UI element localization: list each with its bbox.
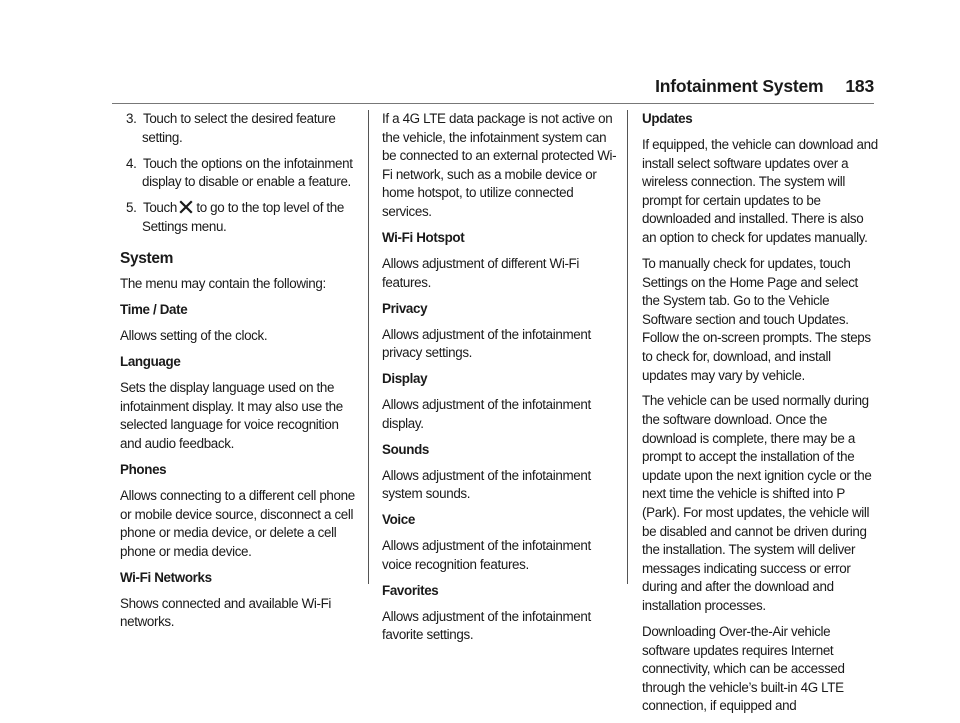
item-heading: Phones	[120, 462, 167, 478]
item-body: Allows adjustment of the infotainment favorite settings.	[382, 608, 591, 643]
item-body: Allows adjustment of different Wi-Fi features.	[382, 255, 580, 290]
step-prefix: Touch	[142, 200, 177, 216]
column-middle	[382, 110, 618, 652]
item-heading: Time / Date	[120, 302, 188, 318]
column-right	[642, 110, 878, 723]
item-heading: Wi-Fi Hotspot	[382, 229, 465, 245]
item-body: Allows adjustment of the infotainment system sounds.	[382, 467, 591, 502]
step-number: 4.	[126, 155, 137, 171]
item-heading: Sounds	[382, 441, 429, 457]
item-heading: Display	[382, 371, 428, 387]
item-body: Sets the display language used on the infotainment display. It may also use the selected language for voice recognition and audio feedback.	[120, 380, 343, 452]
paragraph: If equipped, the vehicle can download and install select software updates over a wireless connection. The system will prompt for certain updates to be downloaded and installed. There is also an option to check for updates manually.	[642, 136, 878, 245]
header-rule	[112, 103, 874, 104]
step-5	[120, 199, 356, 236]
item-body: Allows setting of the clock.	[120, 328, 268, 344]
item-body: Allows adjustment of the infotainment voice recognition features.	[382, 538, 591, 572]
item-body: Allows adjustment of the infotainment display.	[382, 397, 591, 431]
page-number: 183	[845, 76, 874, 96]
menu-intro: The menu may contain the following:	[120, 276, 326, 292]
step-3	[120, 110, 356, 147]
column-divider	[627, 110, 628, 584]
close-icon	[180, 201, 192, 213]
wifi-intro: If a 4G LTE data package is not active on the vehicle, the infotainment system can be connected to an external protected Wi-Fi network, such as a mobile device or home hotspot, to utilize connected services.	[382, 111, 617, 219]
item-heading: Wi-Fi Networks	[120, 569, 212, 585]
step-text: Touch to select the desired feature setting.	[142, 111, 336, 145]
item-heading: Language	[120, 354, 181, 370]
section-heading-system: System	[120, 250, 174, 268]
step-number: 3.	[126, 111, 137, 126]
updates-heading: Updates	[642, 111, 693, 126]
item-body: Allows connecting to a different cell phone or mobile device source, disconnect a cell phone or media device, or delete a cell phone or media device.	[120, 488, 355, 559]
paragraph: To manually check for updates, touch Settings on the Home Page and select the System tab. Go to the Vehicle Software section and touch Updates. Follow the on-screen prompts. The steps to check for, download, and install updates may vary by vehicle.	[642, 255, 871, 383]
step-suffix: to go to the top level of the Settings menu.	[142, 200, 345, 234]
item-heading: Privacy	[382, 300, 428, 316]
paragraph: The vehicle can be used normally during the software download. Once the download is complete, there may be a prompt to accept the installation of the update upon the next ignition cycle or the next time the vehicle is shifted into P (Park). For most updates, the vehicle will be disabled and cannot be driven during the installation. The system will deliver messages indicating success or error during and after the download and installation processes.	[642, 393, 872, 614]
page-header	[655, 76, 874, 97]
item-body: Allows adjustment of the infotainment privacy settings.	[382, 326, 591, 361]
item-heading: Voice	[382, 512, 415, 528]
paragraph: Downloading Over-the-Air vehicle software updates requires Internet connectivity, which can be accessed through the vehicle’s built-in 4G LTE connection, if equipped and	[642, 624, 845, 714]
column-left	[120, 110, 356, 639]
item-body: Shows connected and available Wi-Fi networks.	[120, 595, 332, 630]
item-heading: Favorites	[382, 582, 439, 598]
step-4	[120, 155, 356, 192]
section-title: Infotainment System	[655, 76, 824, 96]
step-number: 5.	[126, 200, 137, 216]
step-text: Touch the options on the infotainment display to disable or enable a feature.	[142, 155, 353, 190]
column-divider	[368, 110, 369, 584]
